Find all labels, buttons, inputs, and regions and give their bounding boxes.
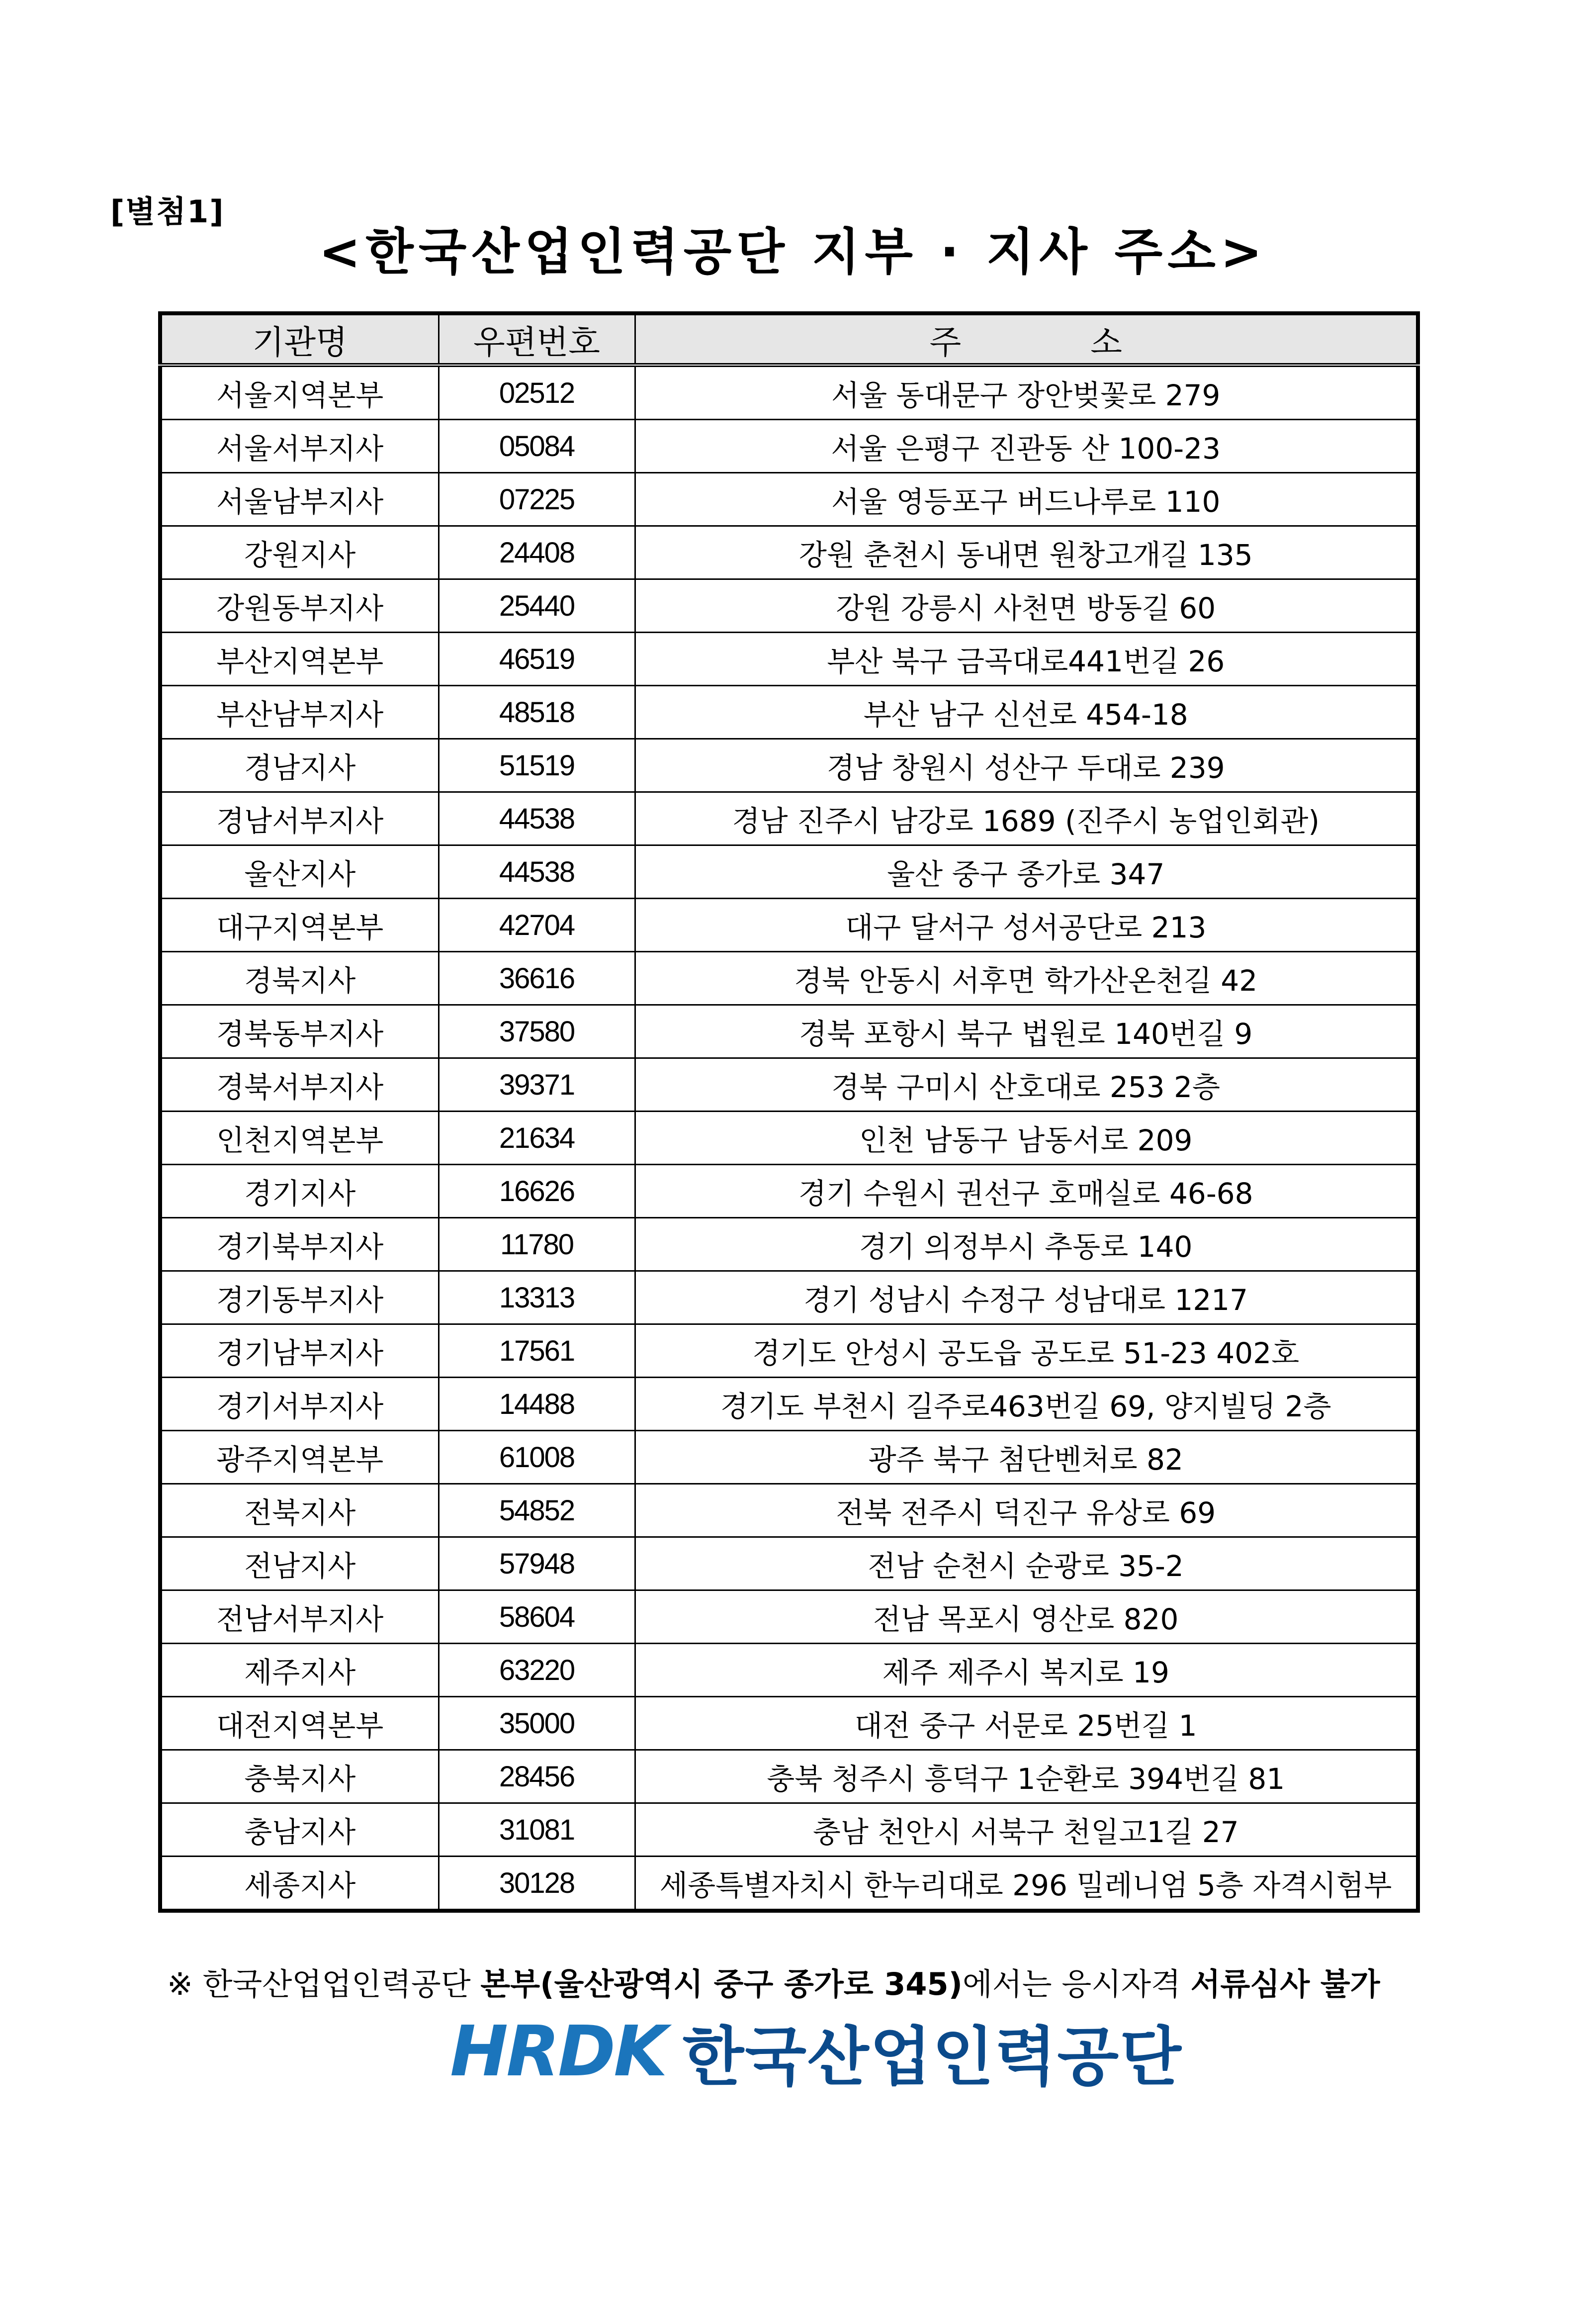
table-row bbox=[160, 1324, 1418, 1378]
table-row bbox=[160, 579, 1418, 633]
cell-org-name: 울산지사 bbox=[160, 845, 439, 899]
cell-org-name: 광주지역본부 bbox=[160, 1431, 439, 1484]
cell-address: 경남 진주시 남강로 1689 (진주시 농업인회관) bbox=[635, 792, 1418, 845]
cell-zip: 13313 bbox=[439, 1271, 635, 1324]
table-row bbox=[160, 365, 1418, 420]
cell-zip: 25440 bbox=[439, 579, 635, 633]
cell-address: 충북 청주시 흥덕구 1순환로 394번길 81 bbox=[635, 1750, 1418, 1803]
cell-zip: 39371 bbox=[439, 1058, 635, 1112]
table-row bbox=[160, 1112, 1418, 1165]
cell-org-name: 경남서부지사 bbox=[160, 792, 439, 845]
cell-address: 전남 순천시 순광로 35-2 bbox=[635, 1537, 1418, 1590]
attachment-label: [별첨1] bbox=[110, 193, 225, 230]
cell-org-name: 경북서부지사 bbox=[160, 1058, 439, 1112]
cell-org-name: 강원동부지사 bbox=[160, 579, 439, 633]
cell-zip: 36616 bbox=[439, 952, 635, 1005]
cell-zip: 17561 bbox=[439, 1324, 635, 1378]
table-row bbox=[160, 686, 1418, 739]
cell-zip: 63220 bbox=[439, 1644, 635, 1697]
cell-zip: 07225 bbox=[439, 473, 635, 526]
table-row bbox=[160, 899, 1418, 952]
cell-org-name: 충북지사 bbox=[160, 1750, 439, 1803]
cell-org-name: 전남지사 bbox=[160, 1537, 439, 1590]
table-header-row bbox=[160, 313, 1418, 365]
cell-address: 서울 영등포구 버드나루로 110 bbox=[635, 473, 1418, 526]
cell-address: 울산 중구 종가로 347 bbox=[635, 845, 1418, 899]
hrdk-logo-mark: HRDK bbox=[450, 2011, 666, 2092]
note-hq-address: 본부(울산광역시 중구 종가로 345) bbox=[480, 1966, 963, 2002]
cell-zip: 35000 bbox=[439, 1697, 635, 1750]
page-title: <한국산업인력공단 지부 · 지사 주소> bbox=[319, 223, 1267, 281]
cell-zip: 51519 bbox=[439, 739, 635, 792]
cell-zip: 16626 bbox=[439, 1165, 635, 1218]
cell-address: 서울 은평구 진관동 산 100-23 bbox=[635, 420, 1418, 473]
cell-zip: 14488 bbox=[439, 1378, 635, 1431]
header-org-name: 기관명 bbox=[160, 313, 439, 365]
table-row bbox=[160, 1644, 1418, 1697]
table-row bbox=[160, 1857, 1418, 1911]
cell-zip: 46519 bbox=[439, 633, 635, 686]
cell-org-name: 경남지사 bbox=[160, 739, 439, 792]
cell-org-name: 경북지사 bbox=[160, 952, 439, 1005]
cell-address: 충남 천안시 서북구 천일고1길 27 bbox=[635, 1803, 1418, 1857]
cell-org-name: 경기북부지사 bbox=[160, 1218, 439, 1271]
cell-address: 대전 중구 서문로 25번길 1 bbox=[635, 1697, 1418, 1750]
table-row bbox=[160, 845, 1418, 899]
cell-org-name: 경기남부지사 bbox=[160, 1324, 439, 1378]
cell-zip: 11780 bbox=[439, 1218, 635, 1271]
hrdk-logo-name: 한국산업인력공단 bbox=[682, 2020, 1182, 2094]
cell-org-name: 경기지사 bbox=[160, 1165, 439, 1218]
note-prefix: ※ 한국산업업인력공단 bbox=[167, 1966, 481, 2002]
cell-address: 경기도 부천시 길주로463번길 69, 양지빌딩 2층 bbox=[635, 1378, 1418, 1431]
cell-address: 부산 남구 신선로 454-18 bbox=[635, 686, 1418, 739]
cell-zip: 30128 bbox=[439, 1857, 635, 1911]
cell-org-name: 인천지역본부 bbox=[160, 1112, 439, 1165]
cell-zip: 57948 bbox=[439, 1537, 635, 1590]
cell-org-name: 경기서부지사 bbox=[160, 1378, 439, 1431]
cell-org-name: 세종지사 bbox=[160, 1857, 439, 1911]
table-row bbox=[160, 1750, 1418, 1803]
cell-org-name: 부산지역본부 bbox=[160, 633, 439, 686]
header-zip: 우편번호 bbox=[439, 313, 635, 365]
cell-address: 경북 구미시 산호대로 253 2층 bbox=[635, 1058, 1418, 1112]
table-row bbox=[160, 1431, 1418, 1484]
cell-address: 경북 포항시 북구 법원로 140번길 9 bbox=[635, 1005, 1418, 1058]
cell-address: 인천 남동구 남동서로 209 bbox=[635, 1112, 1418, 1165]
hrdk-logo bbox=[450, 2011, 1182, 2094]
cell-org-name: 서울남부지사 bbox=[160, 473, 439, 526]
cell-zip: 28456 bbox=[439, 1750, 635, 1803]
cell-address: 강원 춘천시 동내면 원창고개길 135 bbox=[635, 526, 1418, 579]
cell-address: 대구 달서구 성서공단로 213 bbox=[635, 899, 1418, 952]
table-row bbox=[160, 952, 1418, 1005]
cell-address: 경남 창원시 성산구 두대로 239 bbox=[635, 739, 1418, 792]
cell-zip: 54852 bbox=[439, 1484, 635, 1537]
cell-zip: 37580 bbox=[439, 1005, 635, 1058]
cell-zip: 44538 bbox=[439, 792, 635, 845]
table-row bbox=[160, 526, 1418, 579]
table-row bbox=[160, 1697, 1418, 1750]
cell-address: 전북 전주시 덕진구 유상로 69 bbox=[635, 1484, 1418, 1537]
table-row bbox=[160, 1005, 1418, 1058]
table-row bbox=[160, 1537, 1418, 1590]
cell-address: 경북 안동시 서후면 학가산온천길 42 bbox=[635, 952, 1418, 1005]
table-row bbox=[160, 1271, 1418, 1324]
cell-address: 광주 북구 첨단벤처로 82 bbox=[635, 1431, 1418, 1484]
cell-zip: 44538 bbox=[439, 845, 635, 899]
table-row bbox=[160, 1590, 1418, 1644]
table-row bbox=[160, 1803, 1418, 1857]
table-row bbox=[160, 792, 1418, 845]
table-row bbox=[160, 1165, 1418, 1218]
cell-address: 경기 의정부시 추동로 140 bbox=[635, 1218, 1418, 1271]
cell-address: 경기 수원시 권선구 호매실로 46-68 bbox=[635, 1165, 1418, 1218]
cell-zip: 61008 bbox=[439, 1431, 635, 1484]
table-row bbox=[160, 473, 1418, 526]
table-row bbox=[160, 1378, 1418, 1431]
cell-address: 세종특별자치시 한누리대로 296 밀레니엄 5층 자격시험부 bbox=[635, 1857, 1418, 1911]
cell-address: 강원 강릉시 사천면 방동길 60 bbox=[635, 579, 1418, 633]
table-row bbox=[160, 420, 1418, 473]
table-row bbox=[160, 1058, 1418, 1112]
branch-address-table bbox=[158, 311, 1420, 1913]
cell-org-name: 대구지역본부 bbox=[160, 899, 439, 952]
cell-zip: 31081 bbox=[439, 1803, 635, 1857]
cell-zip: 05084 bbox=[439, 420, 635, 473]
cell-zip: 42704 bbox=[439, 899, 635, 952]
cell-address: 경기도 안성시 공도읍 공도로 51-23 402호 bbox=[635, 1324, 1418, 1378]
cell-address: 전남 목포시 영산로 820 bbox=[635, 1590, 1418, 1644]
header-address: 주소 bbox=[635, 313, 1418, 365]
cell-org-name: 서울지역본부 bbox=[160, 365, 439, 420]
note-restriction: 서류심사 불가 bbox=[1190, 1966, 1380, 2002]
footnote bbox=[167, 1959, 1380, 2004]
cell-org-name: 제주지사 bbox=[160, 1644, 439, 1697]
cell-org-name: 전남서부지사 bbox=[160, 1590, 439, 1644]
note-middle: 에서는 응시자격 bbox=[962, 1966, 1191, 2002]
cell-address: 제주 제주시 복지로 19 bbox=[635, 1644, 1418, 1697]
table-row bbox=[160, 1218, 1418, 1271]
cell-org-name: 경북동부지사 bbox=[160, 1005, 439, 1058]
cell-org-name: 강원지사 bbox=[160, 526, 439, 579]
cell-zip: 02512 bbox=[439, 365, 635, 420]
cell-zip: 58604 bbox=[439, 1590, 635, 1644]
table-row bbox=[160, 1484, 1418, 1537]
cell-address: 부산 북구 금곡대로441번길 26 bbox=[635, 633, 1418, 686]
cell-zip: 24408 bbox=[439, 526, 635, 579]
table-row bbox=[160, 739, 1418, 792]
cell-org-name: 대전지역본부 bbox=[160, 1697, 439, 1750]
cell-org-name: 서울서부지사 bbox=[160, 420, 439, 473]
table-row bbox=[160, 633, 1418, 686]
cell-org-name: 경기동부지사 bbox=[160, 1271, 439, 1324]
cell-zip: 48518 bbox=[439, 686, 635, 739]
cell-org-name: 부산남부지사 bbox=[160, 686, 439, 739]
cell-org-name: 충남지사 bbox=[160, 1803, 439, 1857]
cell-org-name: 전북지사 bbox=[160, 1484, 439, 1537]
cell-address: 서울 동대문구 장안벚꽃로 279 bbox=[635, 365, 1418, 420]
cell-address: 경기 성남시 수정구 성남대로 1217 bbox=[635, 1271, 1418, 1324]
cell-zip: 21634 bbox=[439, 1112, 635, 1165]
